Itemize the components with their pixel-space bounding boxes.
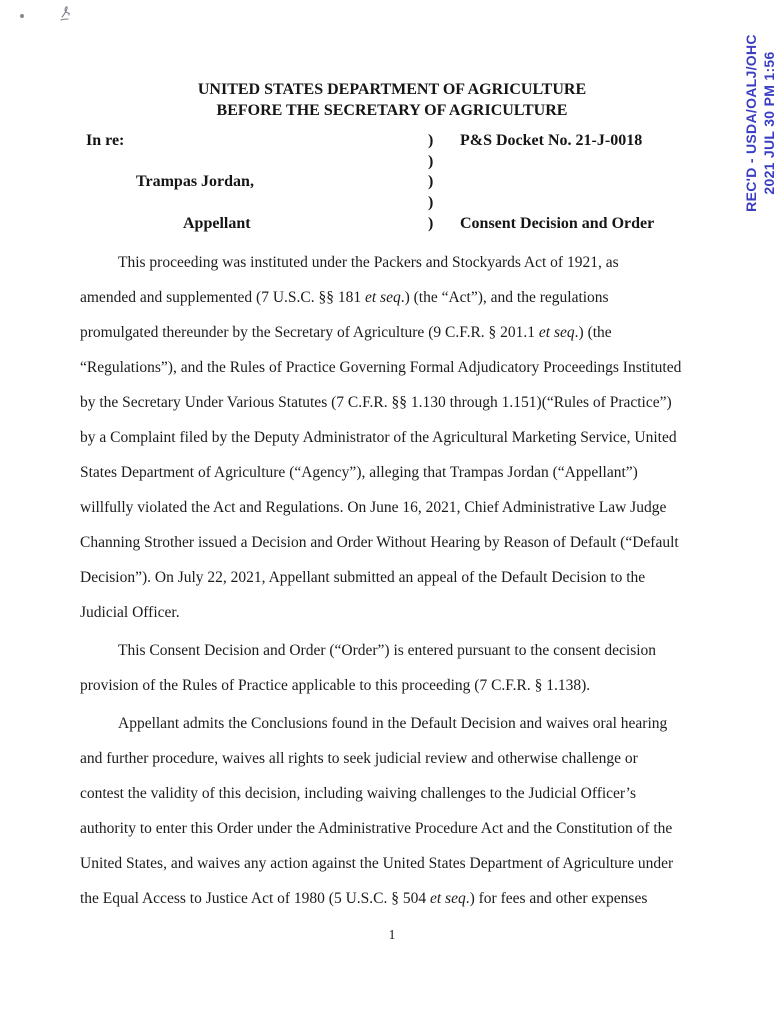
caption-spacer: [86, 193, 428, 214]
caption-paren: ): [428, 194, 434, 212]
paragraph-line: [80, 595, 696, 630]
caption-docket-number: P&S Docket No. 21-J-0018: [460, 132, 643, 149]
case-caption: [86, 131, 654, 235]
text-run: This Consent Decision and Order (“Order”) is entered pursuant to the consent decision: [118, 642, 657, 659]
caption-spacer: [460, 193, 654, 214]
paragraph-line: [80, 668, 696, 703]
caption-paren: ): [428, 214, 434, 232]
paragraph-line: [80, 350, 696, 385]
paragraph-line: [80, 420, 696, 455]
header-tribunal-line: BEFORE THE SECRETARY OF AGRICULTURE: [216, 102, 568, 119]
paragraph-line: [80, 525, 696, 560]
header-agency-line: UNITED STATES DEPARTMENT OF AGRICULTURE: [197, 81, 587, 98]
text-run: United States, and waives any action against the United States Department of Agriculture under: [80, 855, 674, 872]
paragraph-line: [80, 706, 696, 741]
caption-order-title: Consent Decision and Order: [460, 214, 655, 232]
text-run: amended and supplemented (7 U.S.C. §§ 181: [80, 289, 365, 306]
text-run: .) (the: [574, 324, 612, 341]
caption-paren: ): [428, 152, 434, 170]
paragraph-line: [80, 633, 696, 668]
paragraph-line: [80, 280, 696, 315]
text-run: contest the validity of this decision, including waiving challenges to the Judicial Officer’s: [80, 785, 637, 802]
caption-spacer: [460, 152, 654, 173]
scan-artifact-squiggle: [58, 5, 74, 23]
paragraph-line: [80, 455, 696, 490]
text-run: Channing Strother issued a Decision and Order Without Hearing by Reason of Default (“Default: [80, 534, 679, 551]
text-run: Decision”). On July 22, 2021, Appellant submitted an appeal of the Default Decision to the: [80, 569, 646, 586]
paragraph: [80, 706, 696, 916]
text-run: and further procedure, waives all rights to seek judicial review and otherwise challenge or: [80, 750, 638, 767]
paragraph-line: [80, 846, 696, 881]
body-paragraphs: [80, 245, 696, 916]
text-run: authority to enter this Order under the Administrative Procedure Act and the Constitution of the: [80, 820, 673, 837]
caption-in-re: In re:: [86, 132, 125, 149]
paragraph-line: [80, 490, 696, 525]
caption-party-role: Appellant: [183, 214, 251, 232]
text-run: provision of the Rules of Practice applicable to this proceeding (7 C.F.R. § 1.138).: [80, 677, 591, 694]
received-stamp: [742, 30, 778, 216]
paragraph: [80, 633, 696, 703]
page-number: 1: [388, 928, 396, 943]
text-run: willfully violated the Act and Regulations. On June 16, 2021, Chief Administrative Law Judge: [80, 499, 667, 516]
text-run: States Department of Agriculture (“Agency”), alleging that Trampas Jordan (“Appellant”): [80, 464, 638, 481]
text-run: by the Secretary Under Various Statutes (7 C.F.R. §§ 1.130 through 1.151)(“Rules of Practice”): [80, 394, 672, 411]
text-run: by a Complaint filed by the Deputy Administrator of the Agricultural Marketing Service, United: [80, 429, 677, 446]
caption-paren: ): [428, 173, 434, 191]
caption-party-name: Trampas Jordan,: [136, 173, 254, 191]
paragraph-line: [80, 811, 696, 846]
paragraph-line: [80, 741, 696, 776]
paragraph-line: [80, 560, 696, 595]
text-run: Appellant admits the Conclusions found in the Default Decision and waives oral hearing: [118, 715, 668, 732]
latin-phrase: et seq: [538, 324, 575, 341]
text-run: Judicial Officer.: [80, 604, 180, 621]
paragraph-line: [80, 385, 696, 420]
paragraph: [80, 245, 696, 630]
scan-artifact-dot: [20, 14, 24, 18]
text-run: .) (the “Act”), and the regulations: [400, 289, 609, 306]
text-run: “Regulations”), and the Rules of Practice Governing Formal Adjudicatory Proceedings Instituted: [80, 359, 682, 376]
latin-phrase: et seq: [430, 890, 466, 907]
latin-phrase: et seq: [364, 289, 401, 306]
paragraph-line: [80, 881, 696, 916]
paragraph-line: [80, 245, 696, 280]
received-stamp-office: REC'D - USDA/OALJ/OHC: [743, 34, 759, 212]
paragraph-line: [80, 776, 696, 811]
text-run: promulgated thereunder by the Secretary of Agriculture (9 C.F.R. § 201.1: [80, 324, 539, 341]
received-stamp-datetime: 2021 JUL 30 PM 1:56: [761, 51, 777, 195]
caption-spacer: [86, 152, 428, 173]
paragraph-line: [80, 315, 696, 350]
text-run: .) for fees and other expenses: [465, 890, 648, 907]
caption-paren: ): [428, 132, 434, 149]
text-run: the Equal Access to Justice Act of 1980 (5 U.S.C. § 504: [80, 890, 430, 907]
document-header: [0, 79, 784, 121]
caption-spacer: [460, 172, 654, 193]
text-run: This proceeding was instituted under the Packers and Stockyards Act of 1921, as: [118, 254, 619, 271]
